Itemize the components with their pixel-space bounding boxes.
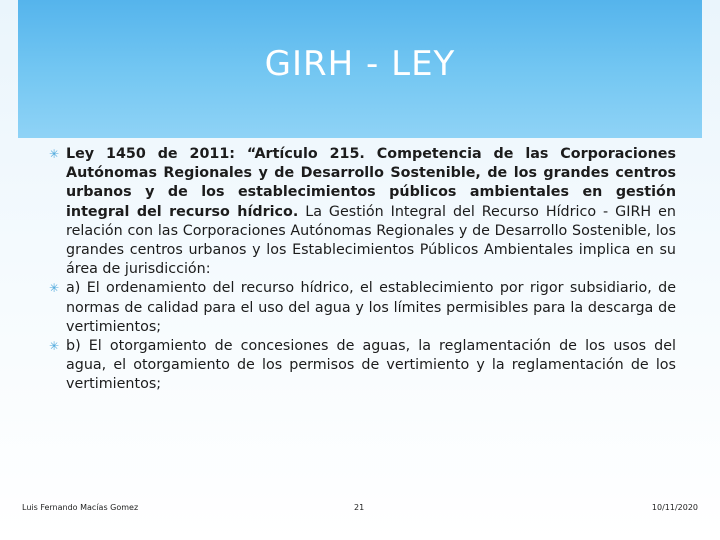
footer-date: 10/11/2020 <box>651 503 698 512</box>
bullet-text: b) El otorgamiento de concesiones de aguas, la reglamentación de los usos del agua, el otorgamiento de los permisos de vertimiento y la reglamentación de los vertimientos; <box>66 338 676 393</box>
bullet-list <box>44 145 676 395</box>
bullet-item <box>44 279 676 337</box>
asterisk-bullet-icon: ✳ <box>48 339 60 354</box>
slide-content <box>44 145 676 395</box>
bullet-text: a) El ordenamiento del recurso hídrico, el establecimiento por rigor subsidiario, de normas de calidad para el uso del agua y los límites permisibles para la descarga de vertimientos; <box>66 280 676 335</box>
title-band <box>18 0 702 138</box>
footer-author: Luis Fernando Macías Gomez <box>22 503 139 512</box>
bullet-item <box>44 337 676 395</box>
slide-title: GIRH - LEY <box>264 44 456 84</box>
asterisk-bullet-icon: ✳ <box>48 147 60 161</box>
bullet-text: La Gestión Integral del Recurso Hídrico - GIRH en relación con las Corporaciones Autónomas Regionales y de Desarrollo Sostenible, los grandes centros urbanos y los Establecimientos Públicos Ambientales implica en su área de jurisdicción: <box>66 203 676 278</box>
bullet-bold-text: Ley 1450 de 2011: “Artículo 215. Competencia de las Corporaciones Autónomas Regionales y de Desarrollo Sostenible, de los grandes centros urbanos y de los establecimientos públicos ambientales en gestión integral del recurso hídrico. <box>66 146 676 220</box>
footer-page-number: 21 <box>354 503 365 512</box>
asterisk-bullet-icon: ✳ <box>48 281 60 296</box>
bullet-item <box>44 145 676 279</box>
